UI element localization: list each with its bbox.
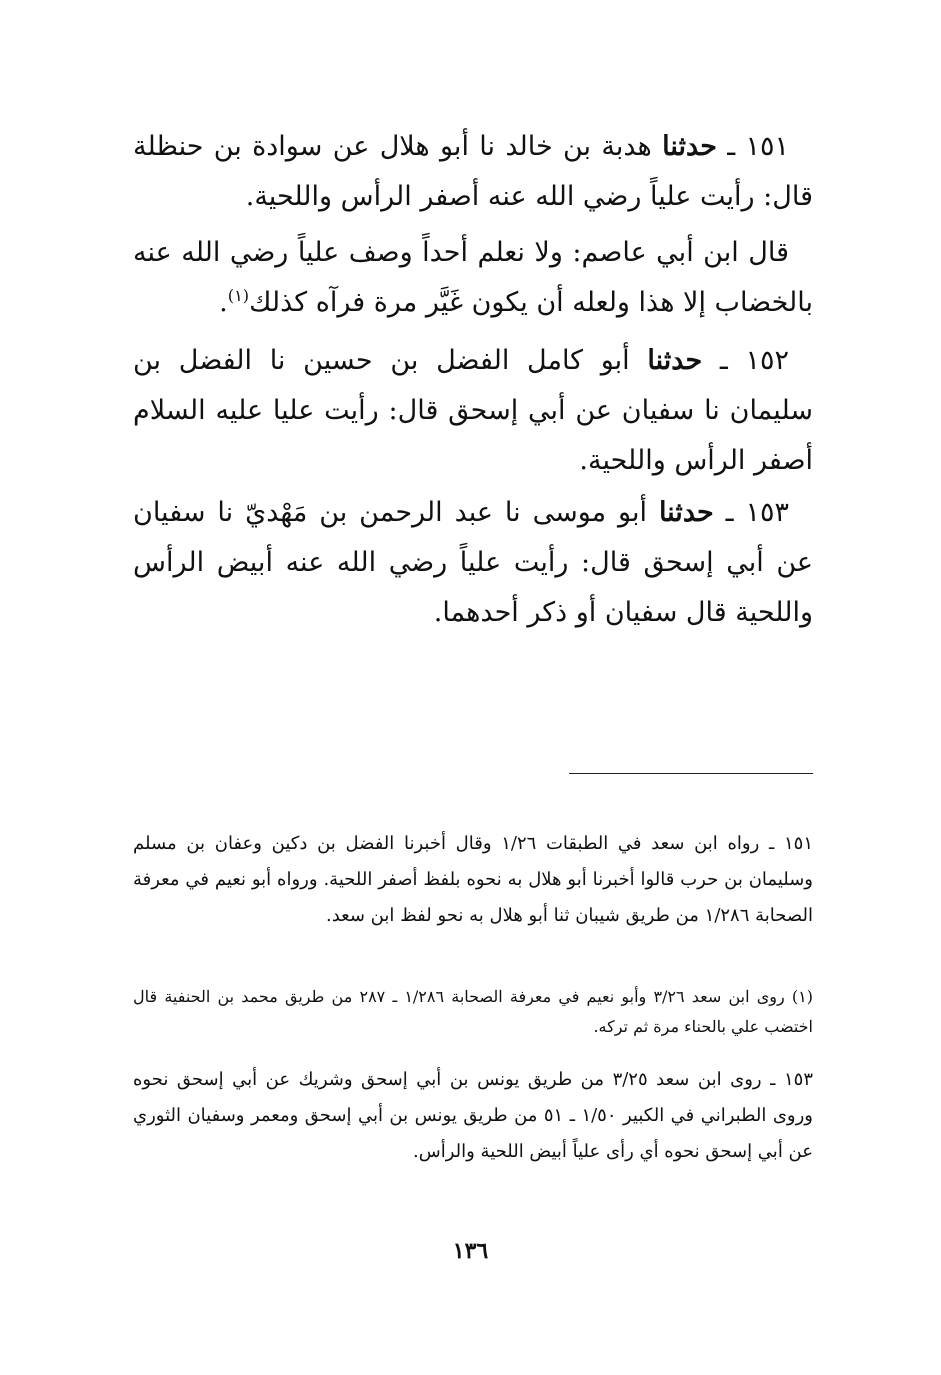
footnote-153-text: روى ابن سعد ٣/٢٥ من طريق يونس بن أبي إسحق وشريك عن أبي إسحق نحوه وروى الطبراني في الكبير ١/٥٠ ـ ٥١ من طريق يونس بن أبي إسحق ومعمر وسفيان الثوري عن أبي إسحق نحوه أي رأى علياً أبيض اللحية والرأس. [133,1069,813,1162]
hadith-152-keyword: حدثنا [647,345,703,376]
footnote-ref-1: (١) [227,286,250,305]
hadith-151-number: ١٥١ ـ [727,131,790,162]
footnote-1 [133,982,813,1042]
hadith-151 [133,122,813,222]
footnote-153 [133,1062,813,1170]
hadith-152-text: أبو كامل الفضل بن حسين نا الفضل بن سليمان نا سفيان عن أبي إسحق قال: رأيت عليا عليه السلام أصفر الرأس واللحية. [133,345,813,476]
footnote-1-text: روى ابن سعد ٣/٢٦ وأبو نعيم في معرفة الصحابة ١/٢٨٦ ـ ٢٨٧ من طريق محمد بن الحنفية قال اختضب علي بالحناء مرة ثم تركه. [133,987,813,1036]
page-number: ١٣٦ [452,1238,489,1264]
author-comment-end: . [219,287,228,318]
footnote-151 [133,826,813,934]
hadith-151-text: هدبة بن خالد نا أبو هلال عن سوادة بن حنظلة قال: رأيت علياً رضي الله عنه أصفر الرأس واللحية. [133,131,813,212]
hadith-153-keyword: حدثنا [658,497,714,528]
author-comment [133,228,813,328]
hadith-151-keyword: حدثنا [662,131,717,162]
hadith-152-number: ١٥٢ ـ [719,345,789,376]
hadith-153-number: ١٥٣ ـ [725,497,789,528]
hadith-153 [133,488,813,638]
footnote-153-number: ١٥٣ ـ [770,1069,813,1090]
footnote-151-number: ١٥١ ـ [769,833,813,854]
footnote-151-text: رواه ابن سعد في الطبقات ١/٢٦ وقال أخبرنا الفضل بن دكين وعفان بن مسلم وسليمان بن حرب قالوا أخبرنا أبو هلال به نحوه بلفظ أصفر اللحية. ورواه أبو نعيم في معرفة الصحابة ١/٢٨٦ من طريق شيبان ثنا أبو هلال به نحو لفظ ابن سعد. [133,833,813,926]
footnote-1-number: (١) [791,987,813,1006]
hadith-153-text: أبو موسى نا عبد الرحمن بن مَهْديّ نا سفيان عن أبي إسحق قال: رأيت علياً رضي الله عنه أبيض الرأس واللحية قال سفيان أو ذكر أحدهما. [133,497,813,628]
hadith-152 [133,336,813,486]
footnote-divider [569,773,813,774]
author-comment-text: قال ابن أبي عاصم: ولا نعلم أحداً وصف علياً رضي الله عنه بالخضاب إلا هذا ولعله أن يكون غَيَّر مرة فرآه كذلك [133,237,813,318]
